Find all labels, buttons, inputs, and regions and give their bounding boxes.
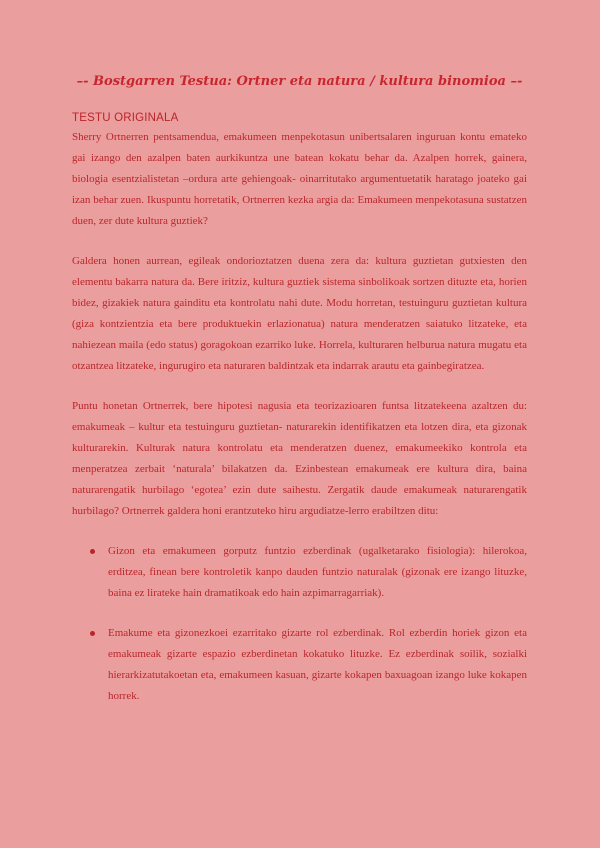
section-heading: TESTU ORIGINALA	[72, 112, 179, 124]
bullet-list	[72, 541, 527, 707]
document-page	[72, 72, 527, 726]
paragraph-1: Sherry Ortnerren pentsamendua, emakumeen menpekotasun unibertsalaren inguruan kontu emateko gai izango den azalpen baten aurkikuntza une batean kokatu behar da. Azalpen horrek, gainera, biologia esentzialistetan –ordura arte gehiengoak- oinarritutako argumentuetatik haratago joateko gai izan behar zuen. Ikuspuntu horretatik, Ortnerren kezka argia da: Emakumeen menpekotasuna sustatzen duen, zer dute kultura guztiek?	[72, 131, 527, 227]
bullet-dot-icon	[90, 549, 95, 554]
bullet-text-1: Gizon eta emakumeen gorputz funtzio ezberdinak (ugalketarako fisiologia): hilerokoa, erditzea, finean bere kontroletik kanpo dauden funtzio naturalak (gizonak ere izango lituzke, baina ez lirateke hain dramatikoak edo hain azpimarragarriak).	[108, 545, 527, 599]
paragraph-2: Galdera honen aurrean, egileak ondorioztatzen duena zera da: kultura guztietan gutxiesten den elementu bakarra natura da. Bere iritziz, kultura guztiek sistema sinbolikoak sortzen dituzte eta, horien bidez, gizakiek natura gainditu eta kontrolatu nahi dute. Modu horretan, testuinguru guztietan kultura (giza kontzientzia eta bere produktuekin erlazionatua) natura menderatzen saiatuko litzateke, eta nahiezean maila (edo status) goragokoan ezarriko luke. Horrela, kulturaren helburua natura mugatu eta otzantzea litzateke, ingurugiro eta naturaren baldintzak eta indarrak arautu eta gainbegiratzea.	[72, 255, 527, 372]
paragraph-3: Puntu honetan Ortnerrek, bere hipotesi nagusia eta teorizazioaren funtsa litzatekeena azaltzen du: emakumeak – kultur eta testuinguru guztietan- naturarekin identifikatzen eta lotzen dira, eta gizonak kulturarekin. Kulturak natura kontrolatu eta menderatzen duenez, emakumeekiko kontrola eta menperatzea zerbait ‘naturala’ bilakatzen da. Ezinbestean emakumeak ere kultura dira, baina naturarengatik hurbilago ‘egotea’ ezin dute saihestu. Zergatik daude emakumeak naturarengatik hurbilago? Ortnerrek galdera honi erantzuteko hiru argudiatze-lerro erabiltzen ditu:	[72, 400, 527, 517]
bullet-item-1	[72, 541, 527, 604]
bullet-item-2	[72, 623, 527, 707]
bullet-dot-icon	[90, 631, 95, 636]
bullet-text-2: Emakume eta gizonezkoei ezarritako gizarte rol ezberdinak. Rol ezberdin horiek gizon eta emakumeak gizarte espazio ezberdinetan kokatuko lituzke. Ez ezberdinak soilik, sozialki hierarkizatutakoetan eta, emakumeen kasuan, gizarte kokapen baxuagoan izango luke kokapen horrek.	[108, 627, 527, 702]
document-title: –- Bostgarren Testua: Ortner eta natura / kultura binomioa –-	[76, 74, 523, 89]
